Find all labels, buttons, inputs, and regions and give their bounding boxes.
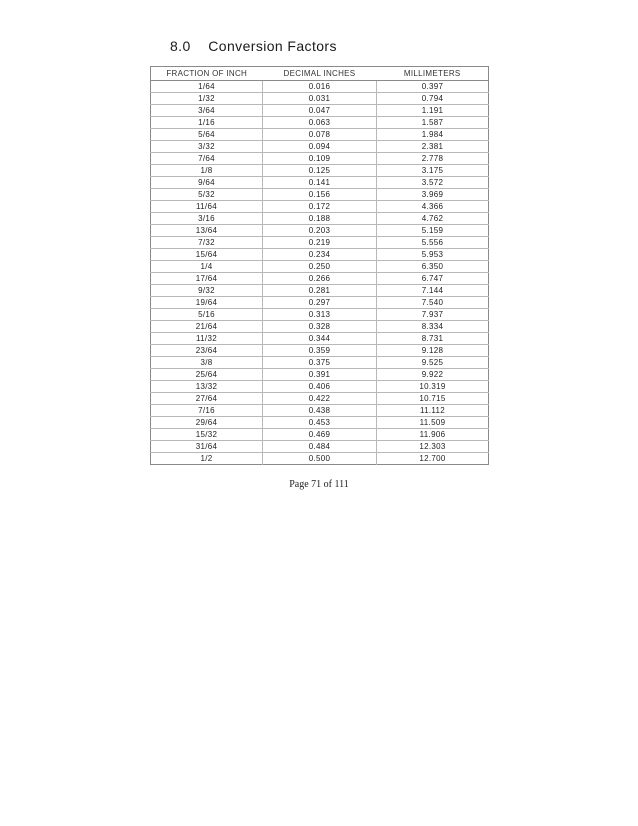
table-row [151, 93, 489, 105]
column-header-fraction: FRACTION OF INCH [151, 67, 263, 81]
table-row [151, 165, 489, 177]
table-row [151, 189, 489, 201]
fraction-cell: 9/32 [151, 285, 263, 297]
millimeters-cell: 11.112 [377, 405, 489, 417]
millimeters-cell: 2.381 [377, 141, 489, 153]
table-row [151, 429, 489, 441]
millimeters-cell: 5.556 [377, 237, 489, 249]
millimeters-cell: 3.969 [377, 189, 489, 201]
millimeters-cell: 1.984 [377, 129, 489, 141]
fraction-cell: 21/64 [151, 321, 263, 333]
decimal-cell: 0.328 [263, 321, 377, 333]
decimal-cell: 0.031 [263, 93, 377, 105]
millimeters-cell: 1.587 [377, 117, 489, 129]
millimeters-cell: 10.319 [377, 381, 489, 393]
fraction-cell: 7/16 [151, 405, 263, 417]
decimal-cell: 0.188 [263, 213, 377, 225]
fraction-cell: 19/64 [151, 297, 263, 309]
decimal-cell: 0.469 [263, 429, 377, 441]
millimeters-cell: 0.794 [377, 93, 489, 105]
decimal-cell: 0.063 [263, 117, 377, 129]
decimal-cell: 0.406 [263, 381, 377, 393]
fraction-cell: 1/8 [151, 165, 263, 177]
table-row [151, 213, 489, 225]
decimal-cell: 0.484 [263, 441, 377, 453]
millimeters-cell: 12.303 [377, 441, 489, 453]
table-row [151, 393, 489, 405]
fraction-cell: 3/8 [151, 357, 263, 369]
fraction-cell: 11/32 [151, 333, 263, 345]
millimeters-cell: 3.572 [377, 177, 489, 189]
decimal-cell: 0.125 [263, 165, 377, 177]
fraction-cell: 1/64 [151, 81, 263, 93]
fraction-cell: 13/32 [151, 381, 263, 393]
table-row [151, 345, 489, 357]
millimeters-cell: 5.159 [377, 225, 489, 237]
table-row [151, 177, 489, 189]
decimal-cell: 0.359 [263, 345, 377, 357]
decimal-cell: 0.156 [263, 189, 377, 201]
decimal-cell: 0.047 [263, 105, 377, 117]
decimal-cell: 0.375 [263, 357, 377, 369]
table-row [151, 297, 489, 309]
fraction-cell: 17/64 [151, 273, 263, 285]
decimal-cell: 0.297 [263, 297, 377, 309]
fraction-cell: 3/16 [151, 213, 263, 225]
table-row [151, 285, 489, 297]
table-row [151, 369, 489, 381]
fraction-cell: 15/32 [151, 429, 263, 441]
fraction-cell: 5/16 [151, 309, 263, 321]
millimeters-cell: 4.366 [377, 201, 489, 213]
fraction-cell: 7/32 [151, 237, 263, 249]
millimeters-cell: 8.731 [377, 333, 489, 345]
millimeters-cell: 10.715 [377, 393, 489, 405]
millimeters-cell: 7.540 [377, 297, 489, 309]
decimal-cell: 0.078 [263, 129, 377, 141]
table-row [151, 129, 489, 141]
table-row [151, 225, 489, 237]
millimeters-cell: 0.397 [377, 81, 489, 93]
millimeters-cell: 12.700 [377, 453, 489, 465]
decimal-cell: 0.344 [263, 333, 377, 345]
column-header-millimeters: MILLIMETERS [377, 67, 489, 81]
millimeters-cell: 4.762 [377, 213, 489, 225]
column-header-decimal: DECIMAL INCHES [263, 67, 377, 81]
fraction-cell: 1/4 [151, 261, 263, 273]
decimal-cell: 0.422 [263, 393, 377, 405]
decimal-cell: 0.094 [263, 141, 377, 153]
millimeters-cell: 2.778 [377, 153, 489, 165]
fraction-cell: 3/32 [151, 141, 263, 153]
decimal-cell: 0.453 [263, 417, 377, 429]
conversion-table [150, 66, 489, 465]
decimal-cell: 0.234 [263, 249, 377, 261]
fraction-cell: 13/64 [151, 225, 263, 237]
fraction-cell: 5/32 [151, 189, 263, 201]
fraction-cell: 29/64 [151, 417, 263, 429]
decimal-cell: 0.172 [263, 201, 377, 213]
millimeters-cell: 11.906 [377, 429, 489, 441]
decimal-cell: 0.313 [263, 309, 377, 321]
table-row [151, 405, 489, 417]
table-row [151, 141, 489, 153]
fraction-cell: 7/64 [151, 153, 263, 165]
table-row [151, 81, 489, 93]
section-title: Conversion Factors [208, 38, 337, 54]
millimeters-cell: 7.144 [377, 285, 489, 297]
fraction-cell: 15/64 [151, 249, 263, 261]
millimeters-cell: 6.350 [377, 261, 489, 273]
fraction-cell: 23/64 [151, 345, 263, 357]
fraction-cell: 27/64 [151, 393, 263, 405]
table-row [151, 201, 489, 213]
millimeters-cell: 11.509 [377, 417, 489, 429]
decimal-cell: 0.109 [263, 153, 377, 165]
fraction-cell: 11/64 [151, 201, 263, 213]
fraction-cell: 31/64 [151, 441, 263, 453]
fraction-cell: 5/64 [151, 129, 263, 141]
section-heading [170, 38, 337, 54]
decimal-cell: 0.250 [263, 261, 377, 273]
millimeters-cell: 6.747 [377, 273, 489, 285]
decimal-cell: 0.203 [263, 225, 377, 237]
decimal-cell: 0.281 [263, 285, 377, 297]
table-row [151, 273, 489, 285]
decimal-cell: 0.266 [263, 273, 377, 285]
millimeters-cell: 5.953 [377, 249, 489, 261]
millimeters-cell: 3.175 [377, 165, 489, 177]
decimal-cell: 0.219 [263, 237, 377, 249]
millimeters-cell: 9.128 [377, 345, 489, 357]
millimeters-cell: 8.334 [377, 321, 489, 333]
table-row [151, 357, 489, 369]
decimal-cell: 0.500 [263, 453, 377, 465]
table-row [151, 309, 489, 321]
page-number: Page 71 of 111 [289, 479, 349, 490]
table-row [151, 453, 489, 465]
table-row [151, 321, 489, 333]
fraction-cell: 1/2 [200, 454, 213, 463]
table-row [151, 117, 489, 129]
millimeters-cell: 1.191 [377, 105, 489, 117]
millimeters-cell: 9.525 [377, 357, 489, 369]
decimal-cell: 0.438 [263, 405, 377, 417]
fraction-cell: 1/32 [151, 93, 263, 105]
table-row [151, 417, 489, 429]
decimal-cell: 0.016 [263, 81, 377, 93]
fraction-cell: 1/16 [151, 117, 263, 129]
table-row [151, 261, 489, 273]
table-row [151, 333, 489, 345]
fraction-cell: 3/64 [151, 105, 263, 117]
millimeters-cell: 9.922 [377, 369, 489, 381]
fraction-cell: 9/64 [151, 177, 263, 189]
table-row [151, 153, 489, 165]
millimeters-cell: 7.937 [377, 309, 489, 321]
table-row [151, 105, 489, 117]
table-row [151, 237, 489, 249]
table-row [151, 249, 489, 261]
table-header-row [151, 67, 489, 81]
decimal-cell: 0.141 [263, 177, 377, 189]
table-row [151, 381, 489, 393]
fraction-cell: 25/64 [151, 369, 263, 381]
section-number: 8.0 [170, 38, 191, 54]
table-body [151, 81, 489, 465]
decimal-cell: 0.391 [263, 369, 377, 381]
table-row [151, 441, 489, 453]
